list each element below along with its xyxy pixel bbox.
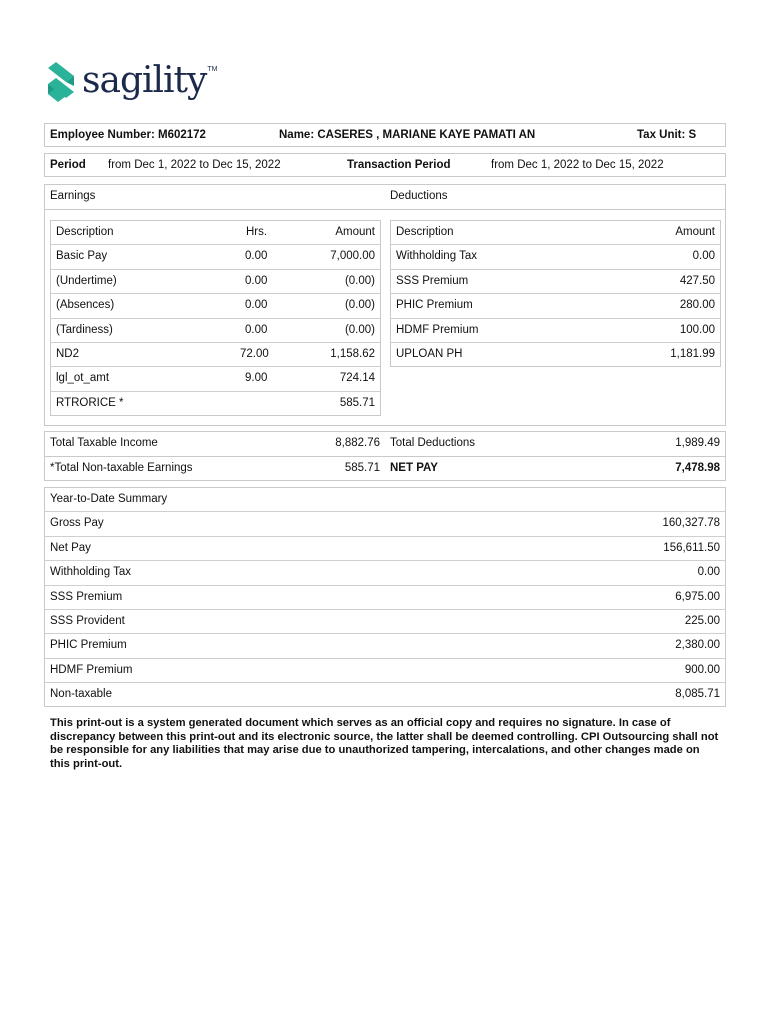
ytd-title-row <box>45 488 725 512</box>
row-description: Withholding Tax <box>396 250 477 263</box>
column-header: Description <box>396 226 454 238</box>
table-row <box>51 270 380 294</box>
employee-header <box>44 123 726 147</box>
period-header <box>44 153 726 177</box>
table-row <box>51 367 380 391</box>
column-header: Amount <box>335 226 375 238</box>
ytd-label: SSS Premium <box>50 590 123 603</box>
row-hours: 72.00 <box>240 348 269 360</box>
net-pay-label: NET PAY <box>390 462 438 474</box>
disclaimer-text: This print-out is a system generated document which serves as an official copy and requires no signature. In case of discrepancy between this print-out and its electronic source, the latter shall be deemed controlling. CPI Outsourcing shall not be responsible for any liabilities that may arise due to unauthorized tampering, intercalations, and other changes made on this print-out. <box>50 717 719 770</box>
total-deductions-value: 1,989.49 <box>675 437 720 449</box>
row-amount: 1,158.62 <box>330 348 375 360</box>
row-description: (Tardiness) <box>56 323 113 336</box>
row-amount: 585.71 <box>339 396 375 409</box>
row-hours: 0.00 <box>245 274 268 287</box>
ytd-label: Net Pay <box>50 541 91 554</box>
deductions-title: Deductions <box>390 190 448 202</box>
table-row <box>45 634 725 658</box>
row-description: HDMF Premium <box>396 323 479 336</box>
row-description: (Absences) <box>56 299 115 312</box>
table-row <box>51 245 380 269</box>
table-row <box>45 659 725 683</box>
total-nontaxable-value: 585.71 <box>344 462 380 474</box>
row-amount: 280.00 <box>679 299 715 312</box>
ytd-value: 160,327.78 <box>662 517 720 530</box>
divider <box>45 456 725 457</box>
trademark-mark: TM <box>207 65 218 73</box>
table-row <box>391 245 720 269</box>
row-description: ND2 <box>56 348 80 360</box>
company-logo <box>44 62 217 104</box>
row-description: PHIC Premium <box>396 299 473 312</box>
total-taxable-value: 8,882.76 <box>335 437 380 449</box>
ytd-value: 0.00 <box>697 566 720 579</box>
period-value: from Dec 1, 2022 to Dec 15, 2022 <box>108 159 281 171</box>
earnings-deductions-section <box>44 184 726 426</box>
row-description: Basic Pay <box>56 250 108 263</box>
ytd-value: 225.00 <box>684 615 720 627</box>
table-row <box>45 610 725 634</box>
column-header: Description <box>56 226 114 238</box>
table-row <box>45 561 725 585</box>
row-amount: 0.00 <box>692 250 715 263</box>
table-header <box>51 221 380 245</box>
row-amount: (0.00) <box>344 299 375 312</box>
column-header: Amount <box>675 226 715 238</box>
table-row <box>51 294 380 318</box>
ytd-label: PHIC Premium <box>50 639 127 652</box>
row-amount: 427.50 <box>679 274 715 287</box>
ytd-label: Gross Pay <box>50 517 104 530</box>
ytd-label: HDMF Premium <box>50 663 133 676</box>
row-amount: 100.00 <box>679 323 715 336</box>
table-row <box>391 319 720 343</box>
ytd-label: SSS Provident <box>50 615 125 627</box>
ytd-summary <box>44 487 726 707</box>
row-description: SSS Premium <box>396 274 469 287</box>
ytd-label: Non-taxable <box>50 688 113 701</box>
row-description: RTRORICE * <box>56 396 124 409</box>
earnings-table <box>50 220 381 416</box>
sagility-logo-icon <box>44 62 78 104</box>
employee-number: Employee Number: M602172 <box>50 129 206 141</box>
ytd-value: 900.00 <box>684 663 720 676</box>
row-amount: 7,000.00 <box>330 250 375 263</box>
ytd-value: 8,085.71 <box>675 688 720 701</box>
ytd-value: 6,975.00 <box>675 590 720 603</box>
transaction-period-label: Transaction Period <box>347 159 451 171</box>
ytd-value: 156,611.50 <box>663 541 720 554</box>
transaction-period-value: from Dec 1, 2022 to Dec 15, 2022 <box>491 159 664 171</box>
employee-name: Name: CASERES , MARIANE KAYE PAMATI AN <box>279 129 536 141</box>
total-taxable-label: Total Taxable Income <box>50 437 158 449</box>
table-row <box>45 512 725 536</box>
column-header: Hrs. <box>246 226 268 238</box>
net-pay-value: 7,478.98 <box>675 462 720 474</box>
row-description: UPLOAN PH <box>396 348 463 360</box>
row-amount: 1,181.99 <box>670 348 715 360</box>
ytd-title: Year-to-Date Summary <box>50 493 168 505</box>
divider <box>45 209 725 210</box>
tax-unit: Tax Unit: S <box>637 129 697 141</box>
row-amount: (0.00) <box>344 274 375 287</box>
table-row <box>51 319 380 343</box>
table-row <box>51 392 380 416</box>
table-header <box>391 221 720 245</box>
ytd-label: Withholding Tax <box>50 566 131 579</box>
row-hours: 0.00 <box>245 299 268 312</box>
total-deductions-label: Total Deductions <box>390 437 476 449</box>
period-label: Period <box>50 159 86 171</box>
table-row <box>45 537 725 561</box>
brand-name: sagility <box>82 60 207 101</box>
table-row <box>45 683 725 707</box>
table-row <box>391 270 720 294</box>
table-row <box>391 294 720 318</box>
totals-section <box>44 431 726 481</box>
row-hours: 0.00 <box>245 250 268 263</box>
deductions-table <box>390 220 721 367</box>
table-row <box>45 586 725 610</box>
row-hours: 9.00 <box>245 372 268 385</box>
row-description: lgl_ot_amt <box>56 372 110 385</box>
row-amount: (0.00) <box>344 323 375 336</box>
table-row <box>51 343 380 367</box>
row-amount: 724.14 <box>339 372 375 385</box>
table-row <box>391 343 720 367</box>
row-description: (Undertime) <box>56 274 117 287</box>
earnings-title: Earnings <box>50 190 96 202</box>
total-nontaxable-label: *Total Non-taxable Earnings <box>50 462 193 474</box>
ytd-value: 2,380.00 <box>675 639 720 652</box>
row-hours: 0.00 <box>245 323 268 336</box>
